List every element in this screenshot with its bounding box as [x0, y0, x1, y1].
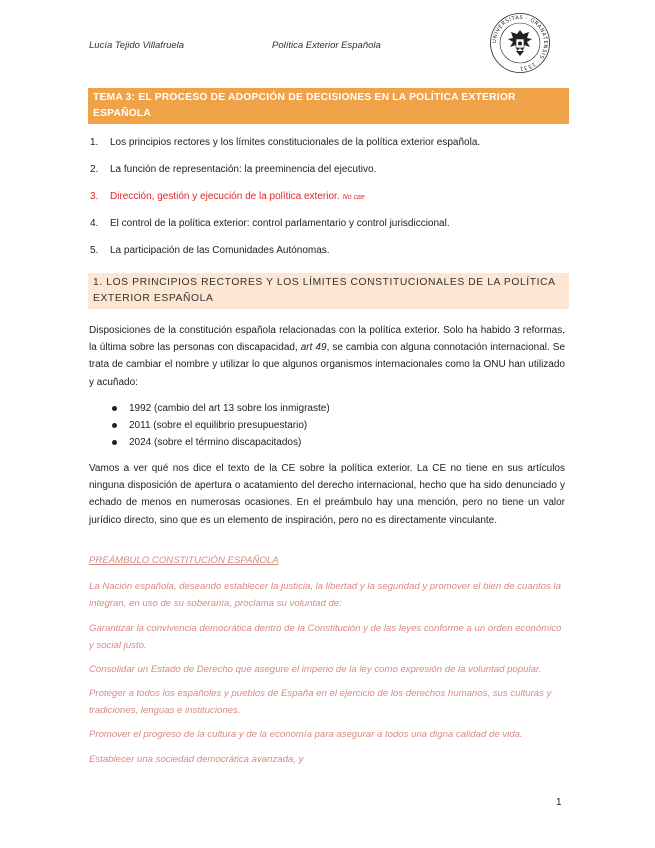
topic-item: 1. Los principios rectores y los límites constitucionales de la política exterior española.: [90, 137, 481, 148]
preamble-paragraph: Promover el progreso de la cultura y de la economía para asegurar a todos una digna calidad de vida.: [89, 729, 523, 740]
bullet-icon: [112, 423, 117, 428]
ce-paragraph: Vamos a ver qué nos dice el texto de la CE sobre la política exterior. La CE no tiene en sus artículos ninguna disposición de apertura o acatamiento del derecho internacional, hecho que ha sido denunciado y echado de menos en numerosas ocasiones. En el preámbulo hay una mención, pero no tiene un valor jurídico directo, sino que es un elemento de inspiración, pero no es directamente vinculante.: [89, 463, 565, 526]
topic-note: No cae: [342, 194, 365, 201]
header-author: Lucía Tejido Villafruela: [89, 40, 185, 51]
list-item: 2024 (sobre el término discapacitados): [89, 434, 330, 451]
preamble-paragraph: Garantizar la convivencia democrática dentro de la Constitución y de las leyes conforme a un orden económico y social justo.: [89, 623, 562, 651]
preamble-paragraph: La Nación española, deseando establecer la justicia, la libertad y la seguridad y promover el bien de cuantos la integran, en uso de su soberanía, proclama su voluntad de:: [89, 581, 561, 609]
preamble-paragraph: Establecer una sociedad democrática avanzada, y: [89, 754, 304, 765]
university-seal-icon: [489, 12, 551, 74]
header-subject: Política Exterior Española: [272, 40, 381, 51]
topic-item: 4. El control de la política exterior: control parlamentario y control jurisdiccional.: [90, 218, 450, 229]
topic-item: 2. La función de representación: la preeminencia del ejecutivo.: [90, 164, 377, 175]
section-heading-tema3: TEMA 3: EL PROCESO DE ADOPCIÓN DE DECISIONES EN LA POLÍTICA EXTERIOR ESPAÑOLA: [88, 88, 569, 124]
section-heading-principios: 1. LOS PRINCIPIOS RECTORES Y LOS LÍMITES CONSTITUCIONALES DE LA POLÍTICA EXTERIOR ESPAÑOLA: [88, 273, 569, 309]
page-number: 1: [556, 797, 562, 808]
list-item: 2011 (sobre el equilibrio presupuestario): [89, 417, 330, 434]
bullet-icon: [112, 440, 117, 445]
reform-list: [89, 400, 330, 451]
preamble-paragraph: Proteger a todos los españoles y pueblos de España en el ejercicio de los derechos humanos, sus culturas y tradiciones, lenguas e instituciones.: [89, 688, 552, 716]
preamble-paragraph: Consolidar un Estado de Derecho que asegure el imperio de la ley como expresión de la voluntad popular.: [89, 664, 542, 675]
preamble-title: PREÁMBULO CONSTITUCIÓN ESPAÑOLA: [89, 555, 279, 566]
article-reference: art 49: [300, 342, 327, 354]
topic-item-highlighted: 3. Dirección, gestión y ejecución de la política exterior. No cae: [90, 191, 365, 202]
topic-item: 5. La participación de las Comunidades Autónomas.: [90, 245, 330, 256]
seal-text: UNIVERSITAS · GRANATENSIS · 1531: [491, 14, 549, 72]
list-item: 1992 (cambio del art 13 sobre los inmigraste): [89, 400, 330, 417]
bullet-icon: [112, 406, 117, 411]
intro-paragraph: Disposiciones de la constitución española relacionadas con la política exterior. Solo ha habido 3 reformas, la última sobre las personas con discapacidad, art 49, se cambia con alguna connotación internacional. Se trata de cambiar el nombre y utilizar lo que algunos organismos internacionales como la ONU han utilizado y acuñado:: [89, 325, 566, 388]
